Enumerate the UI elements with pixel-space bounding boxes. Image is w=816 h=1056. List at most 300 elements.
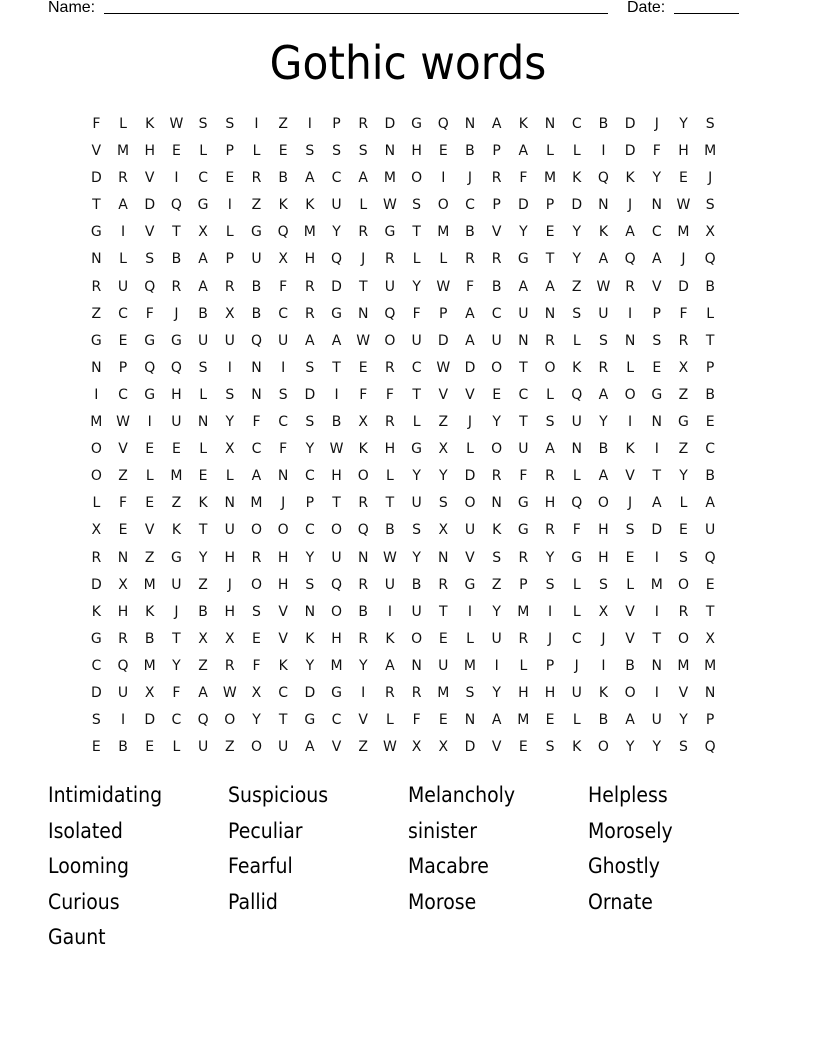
grid-cell[interactable]: R <box>385 684 395 701</box>
grid-cell[interactable]: Q <box>250 332 262 349</box>
grid-cell[interactable]: R <box>224 657 235 674</box>
grid-cell[interactable]: J <box>467 414 473 431</box>
grid-cell[interactable]: S <box>652 332 662 349</box>
grid-cell[interactable]: N <box>624 332 636 349</box>
grid-cell[interactable]: H <box>277 549 289 566</box>
grid-cell[interactable]: C <box>518 386 529 403</box>
date-field[interactable] <box>674 13 739 14</box>
grid-cell[interactable]: L <box>199 441 207 458</box>
grid-cell[interactable]: L <box>706 305 715 322</box>
grid-cell[interactable]: O <box>544 359 556 376</box>
grid-cell[interactable]: R <box>491 170 502 187</box>
grid-cell[interactable]: G <box>678 414 689 431</box>
grid-cell[interactable]: Z <box>144 549 155 566</box>
grid-cell[interactable]: O <box>384 332 396 349</box>
grid-cell[interactable]: N <box>598 197 609 214</box>
grid-cell[interactable]: H <box>144 143 155 160</box>
grid-cell[interactable]: Y <box>492 414 501 431</box>
grid-cell[interactable]: N <box>464 116 476 132</box>
grid-cell[interactable]: S <box>198 359 208 376</box>
grid-cell[interactable]: R <box>304 278 315 295</box>
grid-cell[interactable]: Y <box>625 739 635 756</box>
grid-cell[interactable]: X <box>118 576 128 593</box>
grid-cell[interactable]: M <box>543 170 557 187</box>
grid-cell[interactable]: R <box>385 414 395 431</box>
grid-cell[interactable]: W <box>169 116 184 132</box>
grid-cell[interactable]: U <box>117 684 129 701</box>
grid-cell[interactable]: U <box>651 712 662 729</box>
grid-cell[interactable]: L <box>466 630 474 647</box>
grid-cell[interactable]: T <box>198 522 208 539</box>
grid-cell[interactable]: U <box>278 739 289 756</box>
grid-cell[interactable]: C <box>171 712 182 729</box>
grid-cell[interactable]: U <box>491 630 502 647</box>
grid-cell[interactable]: E <box>438 630 448 647</box>
grid-cell[interactable]: B <box>358 603 369 620</box>
grid-cell[interactable]: V <box>118 441 128 458</box>
grid-cell[interactable]: E <box>492 386 502 403</box>
grid-cell[interactable]: R <box>358 224 369 241</box>
grid-cell[interactable]: N <box>357 549 369 566</box>
grid-cell[interactable]: Z <box>571 278 582 295</box>
grid-cell[interactable]: N <box>197 414 209 431</box>
grid-cell[interactable]: U <box>224 522 235 539</box>
grid-cell[interactable]: W <box>329 441 344 458</box>
grid-cell[interactable]: J <box>628 495 633 512</box>
grid-cell[interactable]: R <box>678 332 689 349</box>
grid-cell[interactable]: W <box>436 359 451 376</box>
grid-cell[interactable]: G <box>517 522 529 539</box>
grid-cell[interactable]: L <box>119 251 127 268</box>
grid-cell[interactable]: Q <box>144 359 156 376</box>
grid-cell[interactable]: Y <box>305 657 315 674</box>
grid-cell[interactable]: A <box>385 657 395 674</box>
grid-cell[interactable]: V <box>278 630 288 647</box>
grid-cell[interactable]: Q <box>571 386 583 403</box>
grid-cell[interactable]: G <box>90 630 102 647</box>
grid-cell[interactable]: T <box>172 630 181 647</box>
grid-cell[interactable]: A <box>305 170 315 187</box>
grid-cell[interactable]: R <box>171 278 182 295</box>
grid-cell[interactable]: F <box>119 495 128 512</box>
grid-cell[interactable]: L <box>626 359 634 376</box>
grid-cell[interactable]: I <box>120 224 126 241</box>
grid-cell[interactable]: P <box>225 143 234 160</box>
name-field[interactable] <box>104 13 608 14</box>
grid-cell[interactable]: S <box>305 576 315 593</box>
grid-cell[interactable]: S <box>91 712 101 729</box>
grid-cell[interactable]: Y <box>492 603 501 620</box>
grid-cell[interactable]: L <box>199 143 207 160</box>
grid-cell[interactable]: D <box>464 359 476 376</box>
grid-cell[interactable]: C <box>331 170 342 187</box>
grid-cell[interactable]: A <box>251 468 262 485</box>
grid-cell[interactable]: K <box>625 441 635 458</box>
grid-cell[interactable]: Y <box>412 549 421 566</box>
grid-cell[interactable]: E <box>625 549 635 566</box>
grid-cell[interactable]: S <box>225 386 235 403</box>
grid-cell[interactable]: P <box>519 576 528 593</box>
grid-cell[interactable]: H <box>411 143 422 160</box>
grid-cell[interactable]: M <box>250 495 263 512</box>
grid-cell[interactable]: H <box>304 251 316 268</box>
grid-cell[interactable]: N <box>117 549 129 566</box>
grid-cell[interactable]: B <box>198 603 208 620</box>
grid-cell[interactable]: A <box>518 278 529 295</box>
grid-cell[interactable]: P <box>305 495 315 512</box>
grid-cell[interactable]: E <box>145 739 155 756</box>
grid-cell[interactable]: C <box>411 359 422 376</box>
grid-cell[interactable]: N <box>384 143 396 160</box>
grid-cell[interactable]: N <box>491 495 502 512</box>
grid-cell[interactable]: M <box>170 468 183 485</box>
grid-cell[interactable]: B <box>198 305 208 322</box>
grid-cell[interactable]: Y <box>679 468 688 485</box>
grid-cell[interactable]: Q <box>331 251 343 268</box>
grid-cell[interactable]: B <box>705 278 715 295</box>
grid-cell[interactable]: S <box>438 495 448 512</box>
grid-cell[interactable]: S <box>545 739 555 756</box>
grid-cell[interactable]: E <box>679 170 688 187</box>
grid-cell[interactable]: F <box>252 657 261 674</box>
grid-cell[interactable]: B <box>705 468 715 485</box>
grid-cell[interactable]: K <box>305 197 315 214</box>
grid-cell[interactable]: X <box>438 739 449 756</box>
grid-cell[interactable]: S <box>625 522 635 539</box>
grid-cell[interactable]: M <box>143 657 156 674</box>
grid-cell[interactable]: C <box>465 197 475 214</box>
grid-cell[interactable]: O <box>411 170 423 187</box>
grid-cell[interactable]: N <box>251 386 262 403</box>
grid-cell[interactable]: B <box>171 251 182 268</box>
grid-cell[interactable]: R <box>518 630 529 647</box>
grid-cell[interactable]: Z <box>198 576 208 593</box>
grid-cell[interactable]: J <box>547 630 553 647</box>
grid-cell[interactable]: B <box>411 576 422 593</box>
grid-cell[interactable]: A <box>598 468 609 485</box>
grid-cell[interactable]: L <box>546 143 554 160</box>
grid-cell[interactable]: P <box>545 197 555 214</box>
grid-cell[interactable]: N <box>224 495 236 512</box>
grid-cell[interactable]: L <box>252 143 261 160</box>
grid-cell[interactable]: K <box>518 116 528 132</box>
grid-cell[interactable]: Y <box>439 468 448 485</box>
grid-cell[interactable]: S <box>252 603 261 620</box>
grid-cell[interactable]: X <box>705 224 715 241</box>
grid-cell[interactable]: D <box>144 197 156 214</box>
grid-cell[interactable]: J <box>174 305 179 322</box>
grid-cell[interactable]: B <box>491 278 502 295</box>
grid-cell[interactable]: R <box>304 305 315 322</box>
grid-cell[interactable]: V <box>491 224 502 241</box>
grid-cell[interactable]: S <box>679 739 688 756</box>
grid-cell[interactable]: B <box>118 739 128 756</box>
grid-cell[interactable]: M <box>704 657 717 674</box>
grid-cell[interactable]: R <box>545 468 555 485</box>
grid-cell[interactable]: C <box>331 712 342 729</box>
grid-cell[interactable]: W <box>116 414 130 431</box>
grid-cell[interactable]: B <box>251 305 262 322</box>
grid-cell[interactable]: E <box>679 522 688 539</box>
grid-cell[interactable]: Y <box>172 657 181 674</box>
grid-cell[interactable]: A <box>651 251 662 268</box>
grid-cell[interactable]: U <box>438 657 449 674</box>
grid-cell[interactable]: T <box>652 630 662 647</box>
grid-cell[interactable]: N <box>411 657 422 674</box>
grid-cell[interactable]: U <box>384 576 396 593</box>
grid-cell[interactable]: F <box>145 305 154 322</box>
grid-cell[interactable]: I <box>547 603 553 620</box>
grid-cell[interactable]: L <box>572 576 581 593</box>
grid-cell[interactable]: T <box>519 359 528 376</box>
grid-cell[interactable]: H <box>598 549 609 566</box>
grid-cell[interactable]: U <box>331 549 342 566</box>
grid-cell[interactable]: J <box>601 630 606 647</box>
grid-cell[interactable]: L <box>466 441 474 458</box>
grid-cell[interactable]: H <box>224 603 236 620</box>
grid-cell[interactable]: O <box>277 522 289 539</box>
grid-cell[interactable]: Q <box>624 251 636 268</box>
grid-cell[interactable]: W <box>356 332 371 349</box>
grid-cell[interactable]: N <box>304 603 316 620</box>
grid-cell[interactable]: R <box>465 251 475 268</box>
grid-cell[interactable]: C <box>304 468 315 485</box>
grid-cell[interactable]: Z <box>91 305 102 322</box>
grid-cell[interactable]: J <box>227 576 232 593</box>
grid-cell[interactable]: E <box>118 332 128 349</box>
grid-cell[interactable]: R <box>358 495 369 512</box>
grid-cell[interactable]: P <box>118 359 128 376</box>
grid-cell[interactable]: A <box>465 332 475 349</box>
grid-cell[interactable]: U <box>464 522 476 539</box>
grid-cell[interactable]: F <box>385 386 394 403</box>
grid-cell[interactable]: I <box>601 143 606 160</box>
grid-cell[interactable]: R <box>678 603 689 620</box>
grid-cell[interactable]: R <box>251 549 262 566</box>
grid-cell[interactable]: A <box>625 712 635 729</box>
grid-cell[interactable]: X <box>705 630 715 647</box>
grid-cell[interactable]: Z <box>118 468 128 485</box>
grid-cell[interactable]: M <box>677 224 690 241</box>
grid-cell[interactable]: B <box>625 657 635 674</box>
grid-cell[interactable]: S <box>598 332 608 349</box>
grid-cell[interactable]: H <box>117 603 129 620</box>
grid-cell[interactable]: F <box>652 143 661 160</box>
grid-cell[interactable]: L <box>519 657 528 674</box>
grid-cell[interactable]: Q <box>357 522 369 539</box>
grid-cell[interactable]: U <box>571 414 582 431</box>
grid-cell[interactable]: E <box>705 414 715 431</box>
grid-cell[interactable]: L <box>119 116 127 132</box>
grid-cell[interactable]: B <box>385 522 395 539</box>
grid-cell[interactable]: Y <box>652 739 662 756</box>
grid-cell[interactable]: V <box>465 386 475 403</box>
grid-cell[interactable]: M <box>330 657 343 674</box>
grid-cell[interactable]: T <box>412 224 421 241</box>
grid-cell[interactable]: J <box>174 603 179 620</box>
grid-cell[interactable]: E <box>91 739 101 756</box>
grid-cell[interactable]: U <box>331 197 342 214</box>
grid-cell[interactable]: P <box>705 359 715 376</box>
grid-cell[interactable]: E <box>438 712 448 729</box>
grid-cell[interactable]: U <box>598 305 609 322</box>
grid-cell[interactable]: H <box>277 576 289 593</box>
grid-cell[interactable]: X <box>438 522 449 539</box>
grid-cell[interactable]: H <box>224 549 236 566</box>
grid-cell[interactable]: H <box>518 684 529 701</box>
grid-cell[interactable]: M <box>116 143 130 160</box>
grid-cell[interactable]: H <box>678 143 689 160</box>
grid-cell[interactable]: S <box>465 684 475 701</box>
grid-cell[interactable]: F <box>252 414 261 431</box>
grid-cell[interactable]: O <box>90 441 102 458</box>
grid-cell[interactable]: E <box>198 468 208 485</box>
grid-cell[interactable]: N <box>518 332 529 349</box>
grid-cell[interactable]: Z <box>251 197 262 214</box>
grid-cell[interactable]: F <box>572 522 581 539</box>
grid-cell[interactable]: G <box>571 549 583 566</box>
grid-cell[interactable]: Y <box>572 251 581 268</box>
grid-cell[interactable]: W <box>382 197 397 214</box>
grid-cell[interactable]: V <box>678 684 689 701</box>
grid-cell[interactable]: S <box>412 197 422 214</box>
grid-cell[interactable]: R <box>91 278 102 295</box>
grid-cell[interactable]: A <box>705 495 715 512</box>
grid-cell[interactable]: P <box>545 657 555 674</box>
grid-cell[interactable]: L <box>359 197 368 214</box>
grid-cell[interactable]: N <box>544 305 556 322</box>
grid-cell[interactable]: Q <box>170 359 182 376</box>
grid-cell[interactable]: I <box>227 359 232 376</box>
grid-cell[interactable]: Z <box>171 495 182 512</box>
grid-cell[interactable]: A <box>545 441 555 458</box>
grid-cell[interactable]: E <box>278 143 288 160</box>
grid-cell[interactable]: V <box>438 386 449 403</box>
grid-cell[interactable]: H <box>331 630 342 647</box>
grid-cell[interactable]: O <box>677 630 689 647</box>
grid-cell[interactable]: Y <box>252 712 261 729</box>
grid-cell[interactable]: X <box>144 684 155 701</box>
grid-cell[interactable]: H <box>544 495 556 512</box>
grid-cell[interactable]: X <box>224 305 235 322</box>
grid-cell[interactable]: P <box>225 251 234 268</box>
grid-cell[interactable]: L <box>412 251 421 268</box>
grid-cell[interactable]: L <box>572 143 581 160</box>
grid-cell[interactable]: J <box>708 170 713 187</box>
grid-cell[interactable]: N <box>651 414 663 431</box>
grid-cell[interactable]: F <box>412 305 421 322</box>
grid-cell[interactable]: I <box>281 359 286 376</box>
grid-cell[interactable]: T <box>545 251 555 268</box>
grid-cell[interactable]: M <box>437 224 450 241</box>
grid-cell[interactable]: Y <box>679 116 688 132</box>
grid-cell[interactable]: N <box>91 251 102 268</box>
grid-cell[interactable]: K <box>625 170 635 187</box>
grid-cell[interactable]: F <box>92 116 101 132</box>
grid-cell[interactable]: I <box>494 657 499 674</box>
grid-cell[interactable]: Z <box>224 739 235 756</box>
grid-cell[interactable]: D <box>144 712 156 729</box>
grid-cell[interactable]: E <box>438 143 448 160</box>
grid-cell[interactable]: K <box>198 495 208 512</box>
grid-cell[interactable]: O <box>624 386 636 403</box>
grid-cell[interactable]: J <box>681 251 686 268</box>
grid-cell[interactable]: N <box>277 468 289 485</box>
grid-cell[interactable]: K <box>598 224 608 241</box>
grid-cell[interactable]: A <box>518 143 529 160</box>
grid-cell[interactable]: K <box>385 630 395 647</box>
grid-cell[interactable]: S <box>198 116 208 132</box>
grid-cell[interactable]: W <box>222 684 237 701</box>
grid-cell[interactable]: L <box>145 468 154 485</box>
grid-cell[interactable]: S <box>305 359 315 376</box>
grid-cell[interactable]: A <box>331 332 342 349</box>
grid-cell[interactable]: Y <box>225 414 235 431</box>
grid-cell[interactable]: R <box>545 522 555 539</box>
grid-cell[interactable]: M <box>677 657 690 674</box>
grid-cell[interactable]: Q <box>384 305 396 322</box>
grid-cell[interactable]: S <box>332 143 341 160</box>
grid-cell[interactable]: K <box>492 522 502 539</box>
grid-cell[interactable]: X <box>278 251 288 268</box>
grid-cell[interactable]: L <box>572 712 581 729</box>
grid-cell[interactable]: L <box>172 739 181 756</box>
grid-cell[interactable]: R <box>491 251 502 268</box>
grid-cell[interactable]: D <box>624 143 636 160</box>
grid-cell[interactable]: I <box>361 684 366 701</box>
grid-cell[interactable]: R <box>598 359 609 376</box>
grid-cell[interactable]: Y <box>198 549 208 566</box>
grid-cell[interactable]: A <box>358 170 368 187</box>
grid-cell[interactable]: D <box>384 116 396 132</box>
grid-cell[interactable]: D <box>464 468 476 485</box>
grid-cell[interactable]: I <box>147 414 152 431</box>
grid-cell[interactable]: U <box>411 495 422 512</box>
grid-cell[interactable]: I <box>628 414 633 431</box>
grid-cell[interactable]: I <box>334 386 339 403</box>
grid-cell[interactable]: S <box>412 522 422 539</box>
grid-cell[interactable]: A <box>651 495 662 512</box>
grid-cell[interactable]: R <box>545 332 555 349</box>
grid-cell[interactable]: S <box>358 143 368 160</box>
grid-cell[interactable]: T <box>332 495 341 512</box>
grid-cell[interactable]: Q <box>597 170 609 187</box>
grid-cell[interactable]: Q <box>437 116 449 132</box>
grid-cell[interactable]: Q <box>170 197 182 214</box>
grid-cell[interactable]: A <box>598 251 609 268</box>
grid-cell[interactable]: O <box>224 712 236 729</box>
grid-cell[interactable]: T <box>358 278 368 295</box>
grid-cell[interactable]: Z <box>438 414 449 431</box>
grid-cell[interactable]: X <box>251 684 262 701</box>
grid-cell[interactable]: E <box>171 143 181 160</box>
grid-cell[interactable]: S <box>225 116 235 132</box>
grid-cell[interactable]: Z <box>678 441 689 458</box>
grid-cell[interactable]: P <box>652 305 661 322</box>
grid-cell[interactable]: I <box>254 116 259 132</box>
grid-cell[interactable]: V <box>625 630 635 647</box>
grid-cell[interactable]: Y <box>358 657 368 674</box>
grid-cell[interactable]: I <box>467 603 473 620</box>
grid-cell[interactable]: M <box>704 143 717 160</box>
grid-cell[interactable]: H <box>544 684 556 701</box>
grid-cell[interactable]: R <box>224 278 235 295</box>
grid-cell[interactable]: E <box>358 359 368 376</box>
grid-cell[interactable]: N <box>464 712 476 729</box>
grid-cell[interactable]: Y <box>332 224 341 241</box>
grid-cell[interactable]: S <box>679 549 688 566</box>
grid-cell[interactable]: L <box>386 468 394 485</box>
